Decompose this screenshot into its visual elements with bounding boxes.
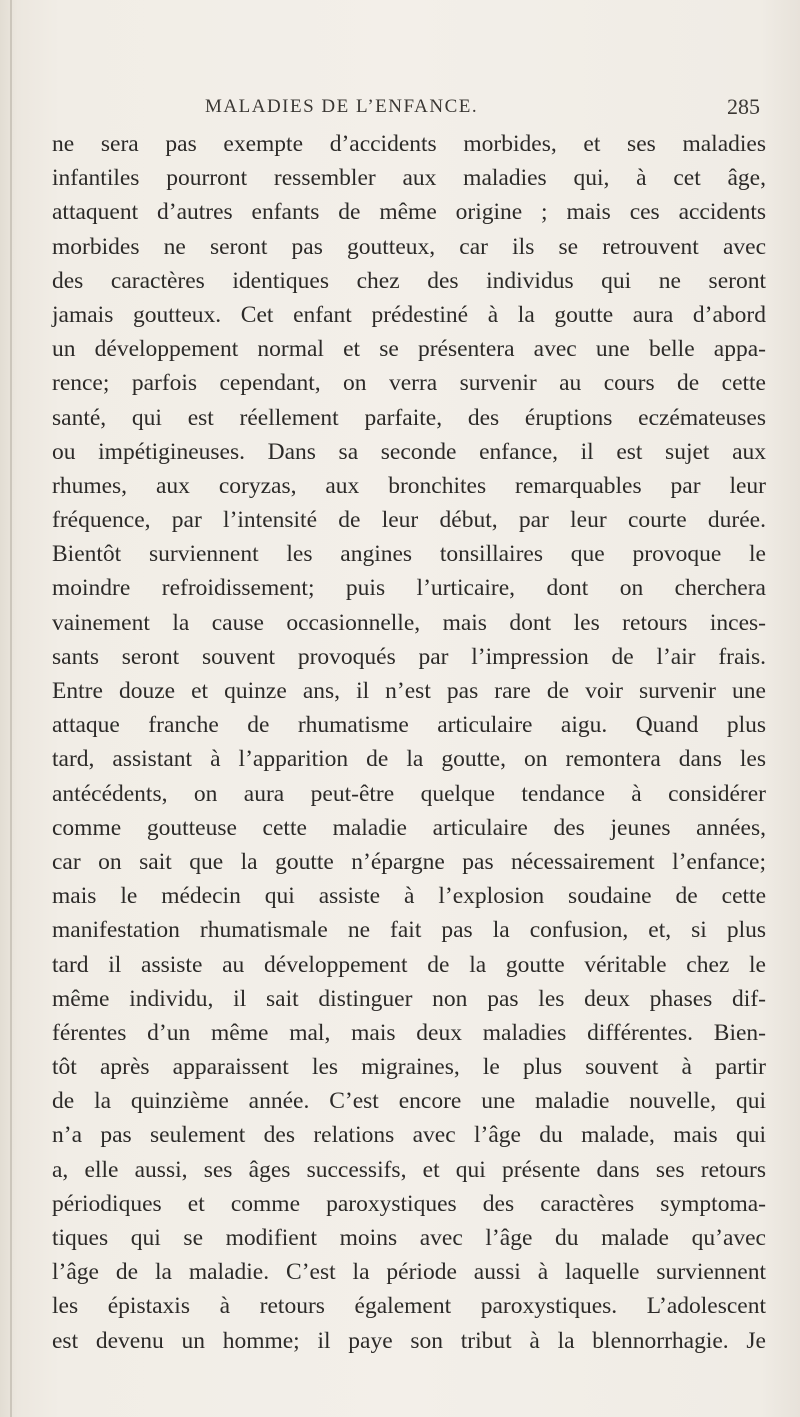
text-line: Bientôt surviennent les angines tonsillaires que provoque le	[52, 541, 766, 568]
text-line: infantiles pourront ressembler aux maladies qui, à cet âge,	[52, 165, 766, 192]
text-line: moindre refroidissement; puis l’urticaire, dont on cherchera	[52, 575, 766, 602]
text-line: tôt après apparaissent les migraines, le plus souvent à partir	[52, 1054, 766, 1081]
text-line: est devenu un homme; il paye son tribut à la blennorrhagie. Je	[52, 1327, 766, 1354]
page-gutter-edge	[10, 0, 12, 1417]
text-line: rence; parfois cependant, on verra survenir au cours de cette	[52, 370, 766, 397]
text-line: attaque franche de rhumatisme articulaire aigu. Quand plus	[52, 712, 766, 739]
text-line: même individu, il sait distinguer non pas les deux phases dif-	[52, 985, 766, 1012]
running-title: MALADIES DE L’ENFANCE.	[205, 96, 479, 117]
text-line: antécédents, on aura peut-être quelque tendance à considérer	[52, 780, 766, 807]
text-line: santé, qui est réellement parfaite, des éruptions eczémateuses	[52, 404, 766, 431]
text-line: a, elle aussi, ses âges successifs, et qui présente dans ses retours	[52, 1156, 766, 1183]
text-line: férentes d’un même mal, mais deux maladies différentes. Bien-	[52, 1019, 766, 1046]
body-text	[52, 127, 766, 1358]
text-line: un développement normal et se présentera avec une belle appa-	[52, 336, 766, 363]
text-line: jamais goutteux. Cet enfant prédestiné à la goutte aura d’abord	[52, 301, 766, 328]
text-line: comme goutteuse cette maladie articulaire des jeunes années,	[52, 814, 766, 841]
text-line: Entre douze et quinze ans, il n’est pas rare de voir survenir une	[52, 678, 766, 704]
text-line: des caractères identiques chez des individus qui ne seront	[52, 267, 766, 294]
text-line: les épistaxis à retours également paroxystiques. L’adolescent	[52, 1293, 766, 1320]
text-line: morbides ne seront pas goutteux, car ils se retrouvent avec	[52, 233, 766, 260]
text-line: attaquent d’autres enfants de même origine ; mais ces accidents	[52, 199, 766, 226]
text-line: périodiques et comme paroxystiques des caractères symptoma-	[52, 1190, 766, 1217]
text-line: de la quinzième année. C’est encore une maladie nouvelle, qui	[52, 1088, 766, 1115]
text-line: tiques qui se modifient moins avec l’âge du malade qu’avec	[52, 1225, 766, 1251]
text-line: ou impétigineuses. Dans sa seconde enfance, il est sujet aux	[52, 438, 766, 465]
text-line: rhumes, aux coryzas, aux bronchites remarquables par leur	[52, 472, 766, 499]
text-line: sants seront souvent provoqués par l’impression de l’air frais.	[52, 643, 766, 670]
page-number: 285	[727, 94, 760, 119]
text-line: manifestation rhumatismale ne fait pas la confusion, et, si plus	[52, 917, 766, 944]
text-line: mais le médecin qui assiste à l’explosion soudaine de cette	[52, 883, 766, 910]
text-line: n’a pas seulement des relations avec l’âge du malade, mais qui	[52, 1122, 766, 1149]
text-line: car on sait que la goutte n’épargne pas nécessairement l’enfance;	[52, 848, 766, 875]
text-line: ne sera pas exempte d’accidents morbides, et ses maladies	[52, 131, 766, 157]
text-line: l’âge de la maladie. C’est la période aussi à laquelle surviennent	[52, 1259, 766, 1286]
running-head	[0, 96, 800, 126]
text-line: fréquence, par l’intensité de leur début, par leur courte durée.	[52, 507, 766, 534]
text-line: tard il assiste au développement de la goutte véritable chez le	[52, 951, 766, 978]
text-line: vainement la cause occasionnelle, mais dont les retours inces-	[52, 609, 766, 636]
text-line: tard, assistant à l’apparition de la goutte, on remontera dans les	[52, 746, 766, 773]
